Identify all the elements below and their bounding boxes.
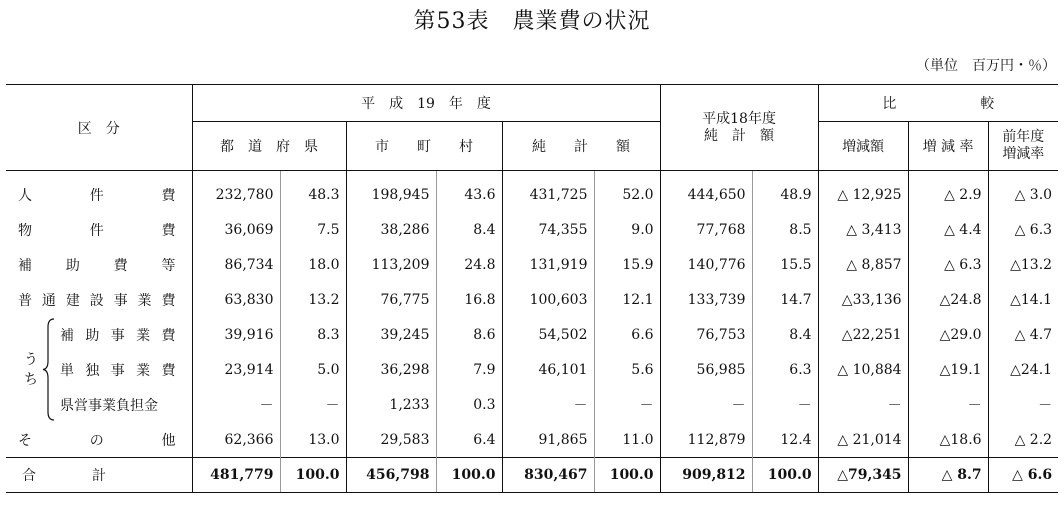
row-label: 単 独 事 業 費 [60,362,176,379]
cell-change: △ 12,925 [818,171,908,213]
table-row [6,282,1058,317]
total-pref: 481,779 [192,458,280,493]
cell-net-pct: 5.6 [594,352,660,387]
cell-muni: 113,209 [346,247,436,282]
cell-muni-pct: 7.9 [436,352,502,387]
cell-h18-pct: 8.5 [752,212,818,247]
cell-change: △22,251 [818,317,908,352]
cell-net: 91,865 [502,422,594,458]
total-muni-pct: 100.0 [436,458,502,493]
cell-pref-pct: 48.3 [280,171,346,213]
row-label: そ の 他 [18,432,176,449]
cell-pref: 232,780 [192,171,280,213]
table-row [6,422,1058,458]
cell-net: － [502,387,594,422]
cell-muni: 1,233 [346,387,436,422]
cell-net-pct: 12.1 [594,282,660,317]
total-label: 合 計 [6,458,192,493]
cell-prev-rate: △ 2.2 [988,422,1058,458]
header-fy18: 平成18年度 純 計 額 [660,85,818,171]
header-municipal: 市 町 村 [346,122,502,171]
table-row [6,212,1058,247]
cell-change-rate: △24.8 [908,282,988,317]
row-label: 物 件 費 [18,222,176,239]
cell-net-pct: 6.6 [594,317,660,352]
cell-change-rate: △18.6 [908,422,988,458]
cell-net-pct: 11.0 [594,422,660,458]
cell-h18: 133,739 [660,282,752,317]
uchi-group [6,317,192,422]
total-prev-rate: △ 6.6 [988,458,1058,493]
cell-h18: 77,768 [660,212,752,247]
cell-change: △ 3,413 [818,212,908,247]
header-change-rate: 増 減 率 [908,122,988,171]
cell-change: △ 8,857 [818,247,908,282]
cell-net: 74,355 [502,212,594,247]
cell-prev-rate: － [988,387,1058,422]
cell-pref-pct: 13.0 [280,422,346,458]
cell-h18-pct: 8.4 [752,317,818,352]
total-net-pct: 100.0 [594,458,660,493]
cell-prev-rate: △ 6.3 [988,212,1058,247]
cell-pref: 86,734 [192,247,280,282]
farm-expense-table [6,84,1058,493]
cell-h18: 112,879 [660,422,752,458]
cell-net: 431,725 [502,171,594,213]
cell-change-rate: △ 2.9 [908,171,988,213]
total-change: △79,345 [818,458,908,493]
table-header [6,85,1058,171]
cell-muni: 38,286 [346,212,436,247]
cell-pref-pct: 18.0 [280,247,346,282]
header-compare: 比 較 [818,85,1058,122]
unit-note: （単位 百万円・％） [916,58,1056,74]
cell-muni: 76,775 [346,282,436,317]
cell-h18-pct: 15.5 [752,247,818,282]
cell-prev-rate: △24.1 [988,352,1058,387]
cell-h18-pct: － [752,387,818,422]
cell-pref-pct: 8.3 [280,317,346,352]
header-category: 区 分 [6,85,192,171]
cell-prev-rate: △14.1 [988,282,1058,317]
cell-prev-rate: △ 4.7 [988,317,1058,352]
cell-muni-pct: 6.4 [436,422,502,458]
cell-h18-pct: 14.7 [752,282,818,317]
header-net-total: 純 計 額 [502,122,660,171]
cell-muni: 198,945 [346,171,436,213]
cell-muni-pct: 43.6 [436,171,502,213]
header-fy19: 平 成 19 年 度 [192,85,660,122]
cell-change: － [818,387,908,422]
cell-pref: 63,830 [192,282,280,317]
cell-prev-rate: △ 3.0 [988,171,1058,213]
cell-change: △ 10,884 [818,352,908,387]
cell-pref: 36,069 [192,212,280,247]
cell-change: △ 21,014 [818,422,908,458]
cell-muni-pct: 8.6 [436,317,502,352]
cell-pref: 23,914 [192,352,280,387]
cell-change-rate: △ 4.4 [908,212,988,247]
cell-pref-pct: 13.2 [280,282,346,317]
row-label: 補 助 費 等 [18,257,176,274]
uchi-label: う ち [24,351,38,388]
cell-net-pct: 52.0 [594,171,660,213]
row-label: 普 通 建 設 事 業 費 [18,292,176,309]
row-label: 補 助 事 業 費 [60,327,176,344]
cell-muni: 39,245 [346,317,436,352]
cell-pref-pct: 7.5 [280,212,346,247]
cell-pref: 39,916 [192,317,280,352]
cell-net: 54,502 [502,317,594,352]
cell-muni-pct: 8.4 [436,212,502,247]
cell-h18: 76,753 [660,317,752,352]
cell-net: 100,603 [502,282,594,317]
cell-h18-pct: 6.3 [752,352,818,387]
cell-pref: 62,366 [192,422,280,458]
cell-h18-pct: 48.9 [752,171,818,213]
cell-net-pct: 15.9 [594,247,660,282]
total-h18-pct: 100.0 [752,458,818,493]
cell-net: 131,919 [502,247,594,282]
cell-change-rate: △19.1 [908,352,988,387]
cell-muni-pct: 24.8 [436,247,502,282]
total-row [6,458,1058,493]
brace-icon [42,317,56,422]
cell-change-rate: △29.0 [908,317,988,352]
total-net: 830,467 [502,458,594,493]
cell-h18-pct: 12.4 [752,422,818,458]
total-muni: 456,798 [346,458,436,493]
cell-pref-pct: － [280,387,346,422]
cell-change-rate: － [908,387,988,422]
row-label: 県営事業負担金 [60,397,158,414]
cell-muni: 29,583 [346,422,436,458]
total-pref-pct: 100.0 [280,458,346,493]
total-section [6,458,1058,493]
cell-h18: 56,985 [660,352,752,387]
cell-muni: 36,298 [346,352,436,387]
table-row [6,171,1058,213]
header-prefecture: 都 道 府 県 [192,122,346,171]
cell-net: 46,101 [502,352,594,387]
table-row [6,247,1058,282]
cell-h18: 140,776 [660,247,752,282]
table-row [6,317,1058,352]
cell-muni-pct: 16.8 [436,282,502,317]
cell-change-rate: △ 6.3 [908,247,988,282]
cell-h18: 444,650 [660,171,752,213]
cell-change: △33,136 [818,282,908,317]
cell-net-pct: － [594,387,660,422]
cell-pref: － [192,387,280,422]
cell-muni-pct: 0.3 [436,387,502,422]
total-h18: 909,812 [660,458,752,493]
header-prev-rate: 前年度 増減率 [988,122,1058,171]
cell-net-pct: 9.0 [594,212,660,247]
total-change-rate: △ 8.7 [908,458,988,493]
cell-h18: － [660,387,752,422]
header-change-amount: 増減額 [818,122,908,171]
table-title: 第53表 農業費の状況 [413,9,651,34]
cell-pref-pct: 5.0 [280,352,346,387]
row-label: 人 件 費 [18,187,176,204]
table-body [6,171,1058,458]
cell-prev-rate: △13.2 [988,247,1058,282]
